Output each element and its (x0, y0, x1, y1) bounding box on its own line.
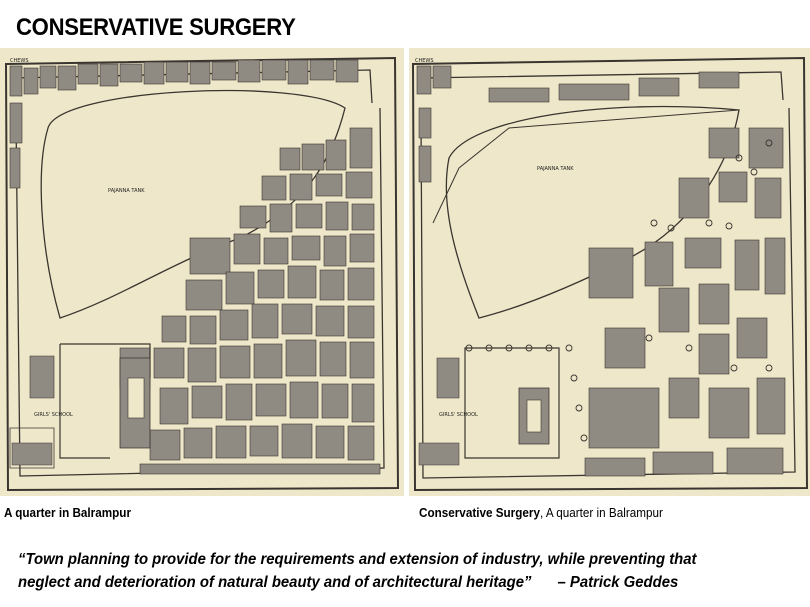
caption-after-bold: Conservative Surgery (419, 505, 540, 520)
map-before (0, 48, 404, 496)
right-school-label: GIRLS' SCHOOL (439, 412, 478, 418)
caption-before: A quarter in Balrampur (4, 505, 131, 520)
geddes-quote (18, 548, 753, 594)
right-tank-label: PAJANNA TANK (537, 166, 574, 172)
caption-after-rest: , A quarter in Balrampur (539, 505, 663, 520)
left-north-mark: CHEWS (10, 58, 29, 64)
slide-title: CONSERVATIVE SURGERY (16, 14, 296, 41)
quote-author: – Patrick Geddes (557, 574, 679, 591)
quote-line-2: neglect and deterioration of natural beauty and of architectural heritage” (18, 574, 532, 591)
left-school-label: GIRLS' SCHOOL (34, 412, 73, 418)
right-north-mark: CHEWS (415, 58, 434, 64)
map-after (409, 48, 810, 496)
quote-line-1: “Town planning to provide for the requirements and extension of industry, while preventing that (18, 551, 697, 568)
map-after-drawing (409, 48, 810, 496)
map-before-drawing (0, 48, 404, 496)
left-tank-label: PAJANNA TANK (108, 188, 145, 194)
caption-after (419, 505, 663, 520)
